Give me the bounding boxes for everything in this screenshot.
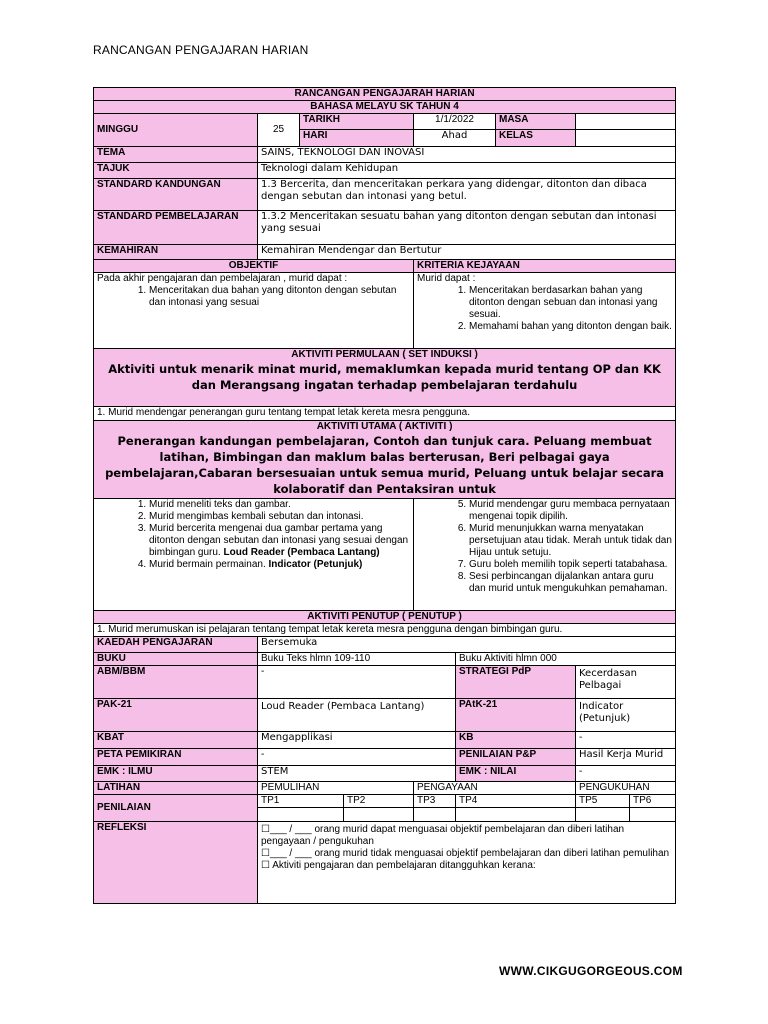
- utama-right-item: 7. Guru boleh memilih topik seperti tatabahasa.: [469, 559, 672, 571]
- emk-nilai-value: -: [576, 766, 676, 782]
- refleksi-line: ☐___ / ___ orang murid tidak menguasai objektif pembelajaran dan diberi latihan pemulihan: [261, 848, 670, 859]
- kaedah-label: KAEDAH PENGAJARAN: [94, 637, 258, 653]
- tema-label: TEMA: [94, 147, 258, 163]
- tp-blank: [576, 808, 630, 822]
- objektif-list: [97, 285, 410, 309]
- buku-teks: Buku Teks hlmn 109-110: [258, 653, 456, 666]
- sk-value: 1.3 Bercerita, dan menceritakan perkara yang didengar, ditonton dan dibaca dengan sebutan dan intonasi yang betul.: [258, 179, 676, 211]
- tajuk-value: Teknologi dalam Kehidupan: [258, 163, 676, 179]
- utama-header: AKTIVITI UTAMA ( AKTIVITI ): [316, 421, 453, 432]
- tarikh-label: TARIKH: [300, 114, 414, 130]
- pak-value: Loud Reader (Pembaca Lantang): [258, 699, 456, 732]
- kb-value: -: [576, 732, 676, 749]
- hari-label: HARI: [300, 130, 414, 147]
- strategi-label: STRATEGI PdP: [456, 666, 576, 699]
- utama-right-item: 8. Sesi perbincangan dijalankan antara guru dan murid untuk mengukuhkan pemahaman.: [469, 571, 672, 595]
- objektif-item: 1. Menceritakan dua bahan yang ditonton dengan sebutan dan intonasi yang sesuai: [149, 285, 410, 309]
- emk-ilmu-label: EMK : ILMU: [94, 766, 258, 782]
- kelas-value: [576, 130, 676, 147]
- tp-cell: TP2: [344, 795, 414, 808]
- tp-blank: [344, 808, 414, 822]
- penutup-header: AKTIVITI PENUTUP ( PENUTUP ): [94, 611, 676, 624]
- objektif-header: OBJEKTIF: [94, 260, 414, 273]
- page-header: RANCANGAN PENGAJARAN HARIAN: [93, 43, 309, 57]
- kelas-label: KELAS: [496, 130, 576, 147]
- hari-value: Ahad: [414, 130, 496, 147]
- utama-desc: Penerangan kandungan pembelajaran, Contoh dan tunjuk cara. Peluang membuat latihan, Bimbingan dan maklum balas berterusan, Beri pelbagai gaya pembelajaran,Cabaran bersesuaian untuk semua murid, Peluang untuk belajar secara kolaboratif dan Pentaksiran untuk: [105, 434, 665, 496]
- permulaan-item: 1. Murid mendengar penerangan guru tentang tempat letak kereta mesra pengguna.: [94, 407, 676, 421]
- peta-label: PETA PEMIKIRAN: [94, 749, 258, 766]
- utama-right-cell: [414, 499, 676, 611]
- permulaan-cell: [94, 349, 676, 407]
- minggu-label: MINGGU: [94, 114, 258, 147]
- latihan-label: LATIHAN: [94, 782, 258, 795]
- utama-right-list: [417, 499, 672, 595]
- sp-value: 1.3.2 Menceritakan sesuatu bahan yang ditonton dengan sebutan dan intonasi yang sesuai: [258, 211, 676, 245]
- emk-ilmu-value: STEM: [258, 766, 456, 782]
- masa-value: [576, 114, 676, 130]
- tp-blank: [630, 808, 676, 822]
- kemahiran-label: KEMAHIRAN: [94, 245, 258, 260]
- utama-left-item: 2. Murid mengimbas kembali sebutan dan intonasi.: [149, 511, 410, 523]
- strategi-value: Kecerdasan Pelbagai: [576, 666, 676, 699]
- emk-nilai-label: EMK : NILAI: [456, 766, 576, 782]
- tp-cell: TP6: [630, 795, 676, 808]
- abm-value: -: [258, 666, 456, 699]
- pak-label: PAK-21: [94, 699, 258, 732]
- latihan-pengayaan: PENGAYAAN: [414, 782, 576, 795]
- kriteria-item: 2. Memahami bahan yang ditonton dengan baik.: [469, 321, 672, 333]
- kriteria-header: KRITERIA KEJAYAAN: [414, 260, 676, 273]
- tp-blank: [414, 808, 456, 822]
- footer-website[interactable]: WWW.CIKGUGORGEOUS.COM: [499, 964, 683, 978]
- utama-left-item: 4. Murid bermain permainan. Indicator (Petunjuk): [149, 559, 410, 571]
- kriteria-item: 1. Menceritakan berdasarkan bahan yang ditonton dengan sebuan dan intonasi yang sesuai.: [469, 285, 672, 321]
- refleksi-line: ☐ Aktiviti pengajaran dan pembelajaran ditangguhkan kerana:: [261, 860, 536, 871]
- kbat-value: Mengapplikasi: [258, 732, 456, 749]
- permulaan-desc: Aktiviti untuk menarik minat murid, memaklumkan kepada murid tentang OP dan KK dan Merangsang ingatan terhadap pembelajaran terdahulu: [108, 362, 661, 392]
- permulaan-header: AKTIVITI PERMULAAN ( SET INDUKSI ): [291, 349, 478, 360]
- tp-cell: TP1: [258, 795, 344, 808]
- penilaian-pp-value: Hasil Kerja Murid: [576, 749, 676, 766]
- kriteria-list: [417, 285, 672, 333]
- kbat-label: KBAT: [94, 732, 258, 749]
- buku-aktiviti: Buku Aktiviti hlmn 000: [456, 653, 676, 666]
- minggu-value: 25: [258, 114, 300, 147]
- table-title: RANCANGAN PENGAJARAH HARIAN: [94, 88, 676, 101]
- utama-left-item: 1. Murid meneliti teks dan gambar.: [149, 499, 410, 511]
- refleksi-cell: [258, 822, 676, 904]
- tp-cell: TP3: [414, 795, 456, 808]
- patk-label: PAtK-21: [456, 699, 576, 732]
- tarikh-value: 1/1/2022: [414, 114, 496, 130]
- tajuk-label: TAJUK: [94, 163, 258, 179]
- penutup-item: 1. Murid merumuskan isi pelajaran tentang tempat letak kereta mesra pengguna dengan bimbingan guru.: [94, 624, 676, 637]
- patk-value: Indicator (Petunjuk): [576, 699, 676, 732]
- lesson-plan-table: [93, 87, 676, 904]
- kemahiran-value: Kemahiran Mendengar dan Bertutur: [258, 245, 676, 260]
- penilaian-pp-label: PENILAIAN P&P: [456, 749, 576, 766]
- tp-blank: [258, 808, 344, 822]
- kaedah-value: Bersemuka: [258, 637, 676, 653]
- tema-value: SAINS, TEKNOLOGI DAN INOVASI: [258, 147, 676, 163]
- kb-label: KB: [456, 732, 576, 749]
- refleksi-label: REFLEKSI: [94, 822, 258, 904]
- masa-label: MASA: [496, 114, 576, 130]
- kriteria-intro: Murid dapat :: [417, 273, 476, 284]
- buku-label: BUKU: [94, 653, 258, 666]
- latihan-pengukuhan: PENGUKUHAN: [576, 782, 676, 795]
- sk-label: STANDARD KANDUNGAN: [94, 179, 258, 211]
- utama-right-item: 6. Murid menunjukkan warna menyatakan persetujuan atau tidak. Merah untuk tidak dan Hijau untuk setuju.: [469, 523, 672, 559]
- utama-left-list: [97, 499, 410, 571]
- abm-label: ABM/BBM: [94, 666, 258, 699]
- kriteria-cell: [414, 273, 676, 349]
- objektif-intro: Pada akhir pengajaran dan pembelajaran , murid dapat :: [97, 273, 348, 284]
- peta-value: -: [258, 749, 456, 766]
- table-subtitle: BAHASA MELAYU SK TAHUN 4: [94, 101, 676, 114]
- tp-cell: TP5: [576, 795, 630, 808]
- penilaian-label: PENILAIAN: [94, 795, 258, 822]
- latihan-pemulihan: PEMULIHAN: [258, 782, 414, 795]
- utama-left-cell: [94, 499, 414, 611]
- tp-cell: TP4: [456, 795, 576, 808]
- utama-cell: [94, 421, 676, 499]
- refleksi-line: ☐___ / ___ orang murid dapat menguasai objektif pembelajaran dan diberi latihan pengayaan / pengukuhan: [261, 824, 625, 847]
- utama-right-item: 5. Murid mendengar guru membaca pernyataan mengenai topik dipilih.: [469, 499, 672, 523]
- objektif-cell: [94, 273, 414, 349]
- tp-blank: [456, 808, 576, 822]
- sp-label: STANDARD PEMBELAJARAN: [94, 211, 258, 245]
- utama-left-item: 3. Murid bercerita mengenai dua gambar pertama yang ditonton dengan sebutan dan intonasi yang sesuai dengan bimbingan guru. Loud Reader (Pembaca Lantang): [149, 523, 410, 559]
